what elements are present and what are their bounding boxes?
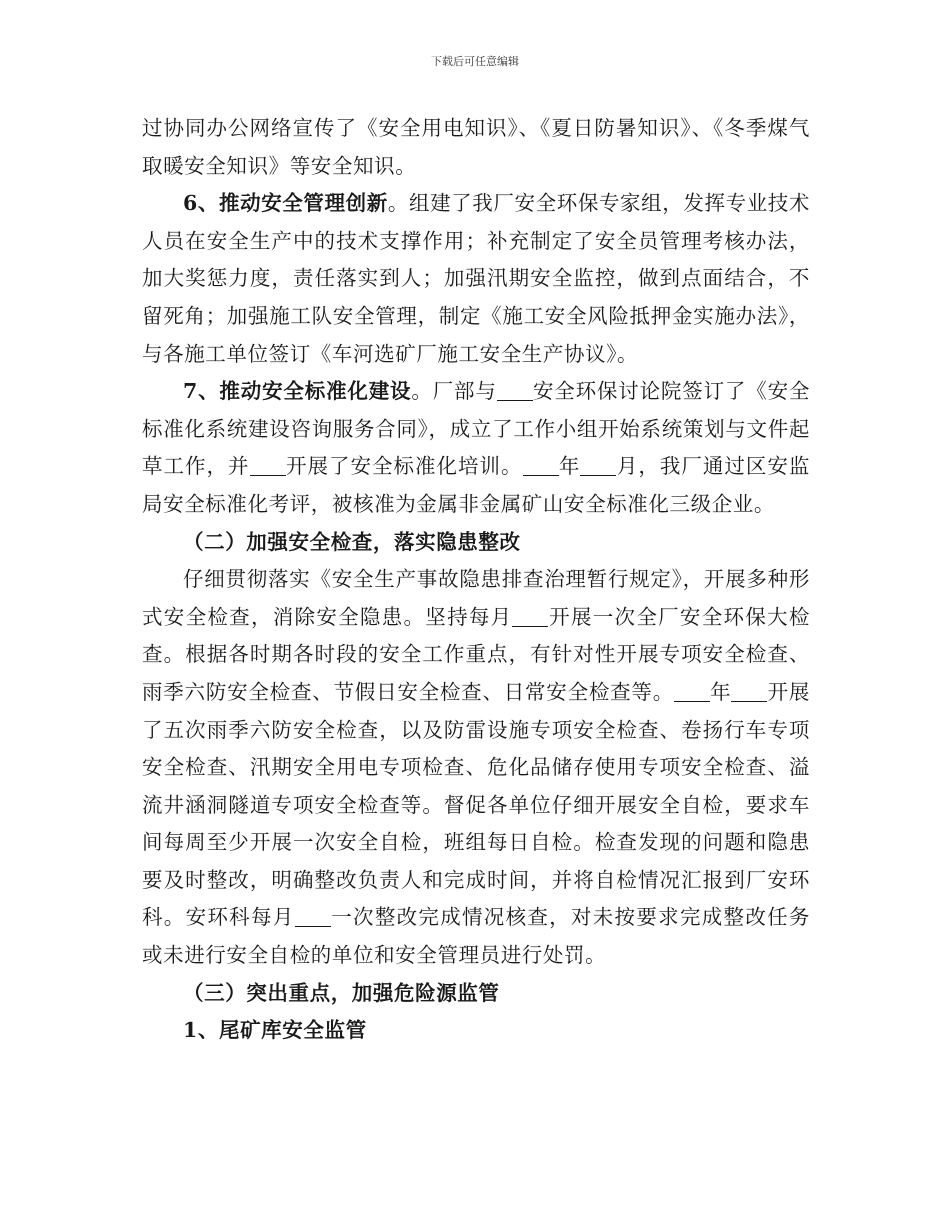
blank-line <box>497 380 533 402</box>
paragraph-text: 。组建了我厂安全环保专家组，发挥专业技术人员在安全生产中的技术支撑作用；补充制定了安全员管理考核办法，加大奖惩力度，责任落实到人；加强汛期安全监控，做到点面结合，不留死角；加强施工队安全管理，制定《施工安全风险抵押金实施办法》，与各施工单位签订《车河选矿厂施工安全生产协议》。 <box>142 191 811 366</box>
paragraph-text: 开展了安全标准化培训。 <box>285 454 523 479</box>
paragraph: 过协同办公网络宣传了《安全用电知识》、《夏日防暑知识》、《冬季煤气取暖安全知识》等安全知识。 <box>142 116 810 178</box>
body-text <box>142 110 810 1050</box>
paragraph-text: 年 <box>709 679 732 704</box>
blank-line <box>674 680 710 702</box>
paragraph-text: 年 <box>558 454 581 479</box>
paragraph-heading: 6、推动安全管理创新 <box>183 191 388 216</box>
paragraph-text: 仔细贯彻落实《安全生产事故隐患排查治理暂行规定》，开展多种形式安全检查，消除安全隐患。坚持每月 <box>142 567 810 629</box>
paragraph <box>142 561 810 975</box>
paragraph-text: 开展一次全厂安全环保大检查。根据各时期各时段的安全工作重点，有针对性开展专项安全检查、雨季六防安全检查、节假日安全检查、日常安全检查等。 <box>142 604 810 704</box>
blank-line <box>250 455 286 477</box>
blank-line <box>580 455 616 477</box>
blank-line <box>512 605 548 627</box>
paragraph <box>142 373 810 523</box>
section-heading: （三）突出重点，加强危险源监管 <box>183 980 500 1005</box>
paragraph-text: 开展了五次雨季六防安全检查，以及防雷设施专项安全检查、卷扬行车专项安全检查、汛期安全用电专项检查、危化品储存使用专项安全检查、溢流井涵洞隧道专项安全检查等。督促各单位仔细开展安全自检，要求车间每周至少开展一次安全自检，班组每日自检。检查发现的问题和隐患要及时整改，明确整改负责人和完成时间，并将自检情况汇报到厂安环科。安环科每月 <box>142 679 811 930</box>
page-header: 下载后可任意编辑 <box>431 55 519 68</box>
paragraph-text: 安全环保讨论院签订了《安全标准化系统建设咨询服务合同》，成立了工作小组开始系统策划与文件起草工作，并 <box>142 379 810 479</box>
paragraph-text: 一次整改完成情况核查，对未按要求完成整改任务或未进行安全自检的单位和安全管理员进行处罚。 <box>142 905 811 968</box>
paragraph-heading: 7、推动安全标准化建设 <box>183 379 412 404</box>
paragraph-text: 。厂部与 <box>411 379 497 404</box>
blank-line <box>295 906 331 928</box>
paragraph-text: 月，我厂通过区安监局安全标准化考评，被核准为金属非金属矿山安全标准化三级企业。 <box>142 454 810 516</box>
section-heading: （二）加强安全检查，落实隐患整改 <box>183 529 521 554</box>
blank-line <box>523 455 559 477</box>
paragraph <box>142 185 810 373</box>
blank-line <box>731 680 767 702</box>
subsection-heading: 1、尾矿库安全监管 <box>183 1018 367 1043</box>
